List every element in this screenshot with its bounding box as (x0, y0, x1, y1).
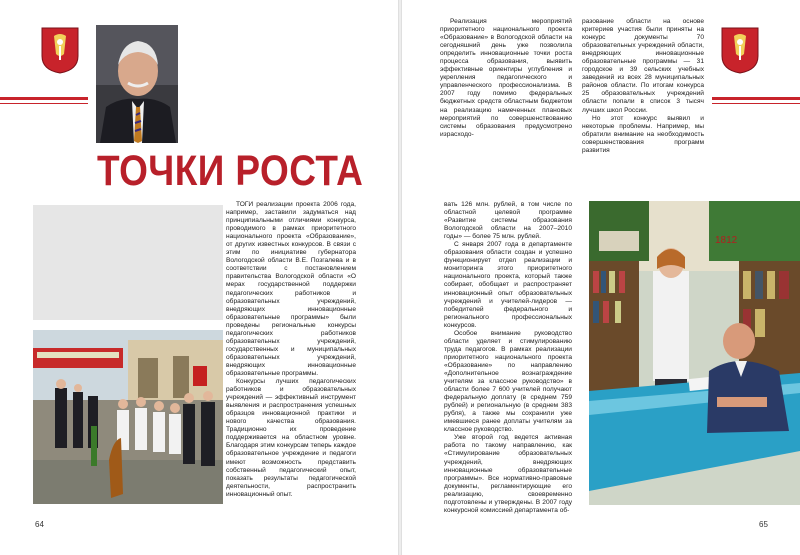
portrait-photo (96, 25, 178, 143)
paragraph: разование области на основе критериев участия были приняты на конкурс документы 70 образовательных учреждений области, внедряющих инновационные образовательные программы — 31 городское и 39 сельских учебных заведений из всех 28 муниципальных районов области. По итогам конкурса 25 образовательных учреждений области попали в список 3 тысяч лучших школ России. (582, 18, 704, 114)
left-column-2 (444, 201, 572, 515)
red-rule-left-thin (0, 103, 88, 104)
red-rule-right (712, 97, 800, 100)
right-column-1 (440, 18, 572, 139)
school-ceremony-photo (33, 330, 223, 504)
paragraph: ТОГИ реализации проекта 2006 года, например, заставили задуматься над принципиальными отличиями конкурса, проводимого в рамках приоритетного национального проекта «Образование», от других известных конкурсов. В связи с этим по инициативе губернатора Вологодской области В.Е. Позгалева и в соответствии с постановлением правительства Вологодской области «О мерах государственной поддержки педагогических работников и образовательных учреждений, внедряющих инновационные образовательные программы» были проведены региональные конкурсы педагогических работников образовательных учреждений, государственных и муниципальных образовательных учреждений, внедряющих инновационные образовательные программы. (226, 201, 356, 377)
paragraph: Особое внимание руководство области уделяет и стимулированию труда педагогов. В рамках реализации приоритетного национального проекта «Образование» по направлению «Дополнительное вознаграждение учителям за классное руководство» в области более 7 600 учителей получают федеральную доплату (в среднем 759 рублей) и региональную (в среднем 383 рубля), а также мы сохранили уже имевшиеся ранее доплаты учителям за классное руководство. (444, 329, 572, 434)
paragraph: Уже второй год ведется активная работа по такому направлению, как «Стимулирование образовательных учреждений, внедряющих инновационные образовательные программы». Все нормативно-правовые документы, регламентирующие его реализацию, своевременно подготовлены и утверждены. В 2007 году конкурсной комиссией департамента об- (444, 434, 572, 514)
classroom-photo (589, 201, 800, 505)
page-number-left: 64 (35, 520, 44, 529)
paragraph: Но этот конкурс выявил и некоторые проблемы. Например, мы обратили внимание на необходимость совершенствования программ развития (582, 114, 704, 154)
left-column-1 (226, 201, 356, 499)
paragraph: Реализация мероприятий приоритетного национального проекта «Образование» в Вологодской области на сегодняшний день уже позволила определить инновационные точки роста процесса образования, выявить эффективные ориентиры углубления и укрепления педагогического и управленческого профессионализма. В 2007 году помимо федеральных бюджетных средств областным бюджетом на реализацию намеченных плановых мероприятий по совершенствованию системы образования предусмотрено израсходо- (440, 18, 572, 138)
article-title: ТОЧКИ РОСТА (97, 147, 364, 195)
right-column-2 (582, 18, 704, 155)
red-rule-right-thin (712, 103, 800, 104)
left-page (0, 0, 398, 555)
paragraph: Конкурсы лучших педагогических работников и образовательных учреждений — эффективный инструмент выявления и распространения успешных образцов инновационной практики и нового качества образования. Традиционно их проведение поддерживается на областном уровне. Благодаря этим конкурсам теперь каждое образовательное учреждение и педагоги имеют возможность представить собственный педагогический опыт, показать результаты педагогической деятельности, распространить инновационный опыт. (226, 378, 356, 498)
paragraph: С января 2007 года в департаменте образования области создан и успешно функционирует отдел реализации и мониторинга этого приоритетного национального проекта, который также собирает, обобщает и распространяет инновационный опыт образовательных учреждений и учителей-лидеров — победителей федерального и регионального профессиональных конкурсов. (444, 241, 572, 329)
paragraph: вать 126 млн. рублей, в том числе по областной целевой программе «Развитие системы образования Вологодской области на 2007–2010 годы» — более 75 млн. рублей. (444, 201, 572, 241)
red-rule-left (0, 97, 88, 100)
coat-of-arms-icon (40, 26, 80, 74)
shaded-block (33, 205, 223, 320)
coat-of-arms-icon (720, 26, 760, 74)
page-number-right: 65 (759, 520, 768, 529)
board-year: 1812 (715, 235, 738, 246)
